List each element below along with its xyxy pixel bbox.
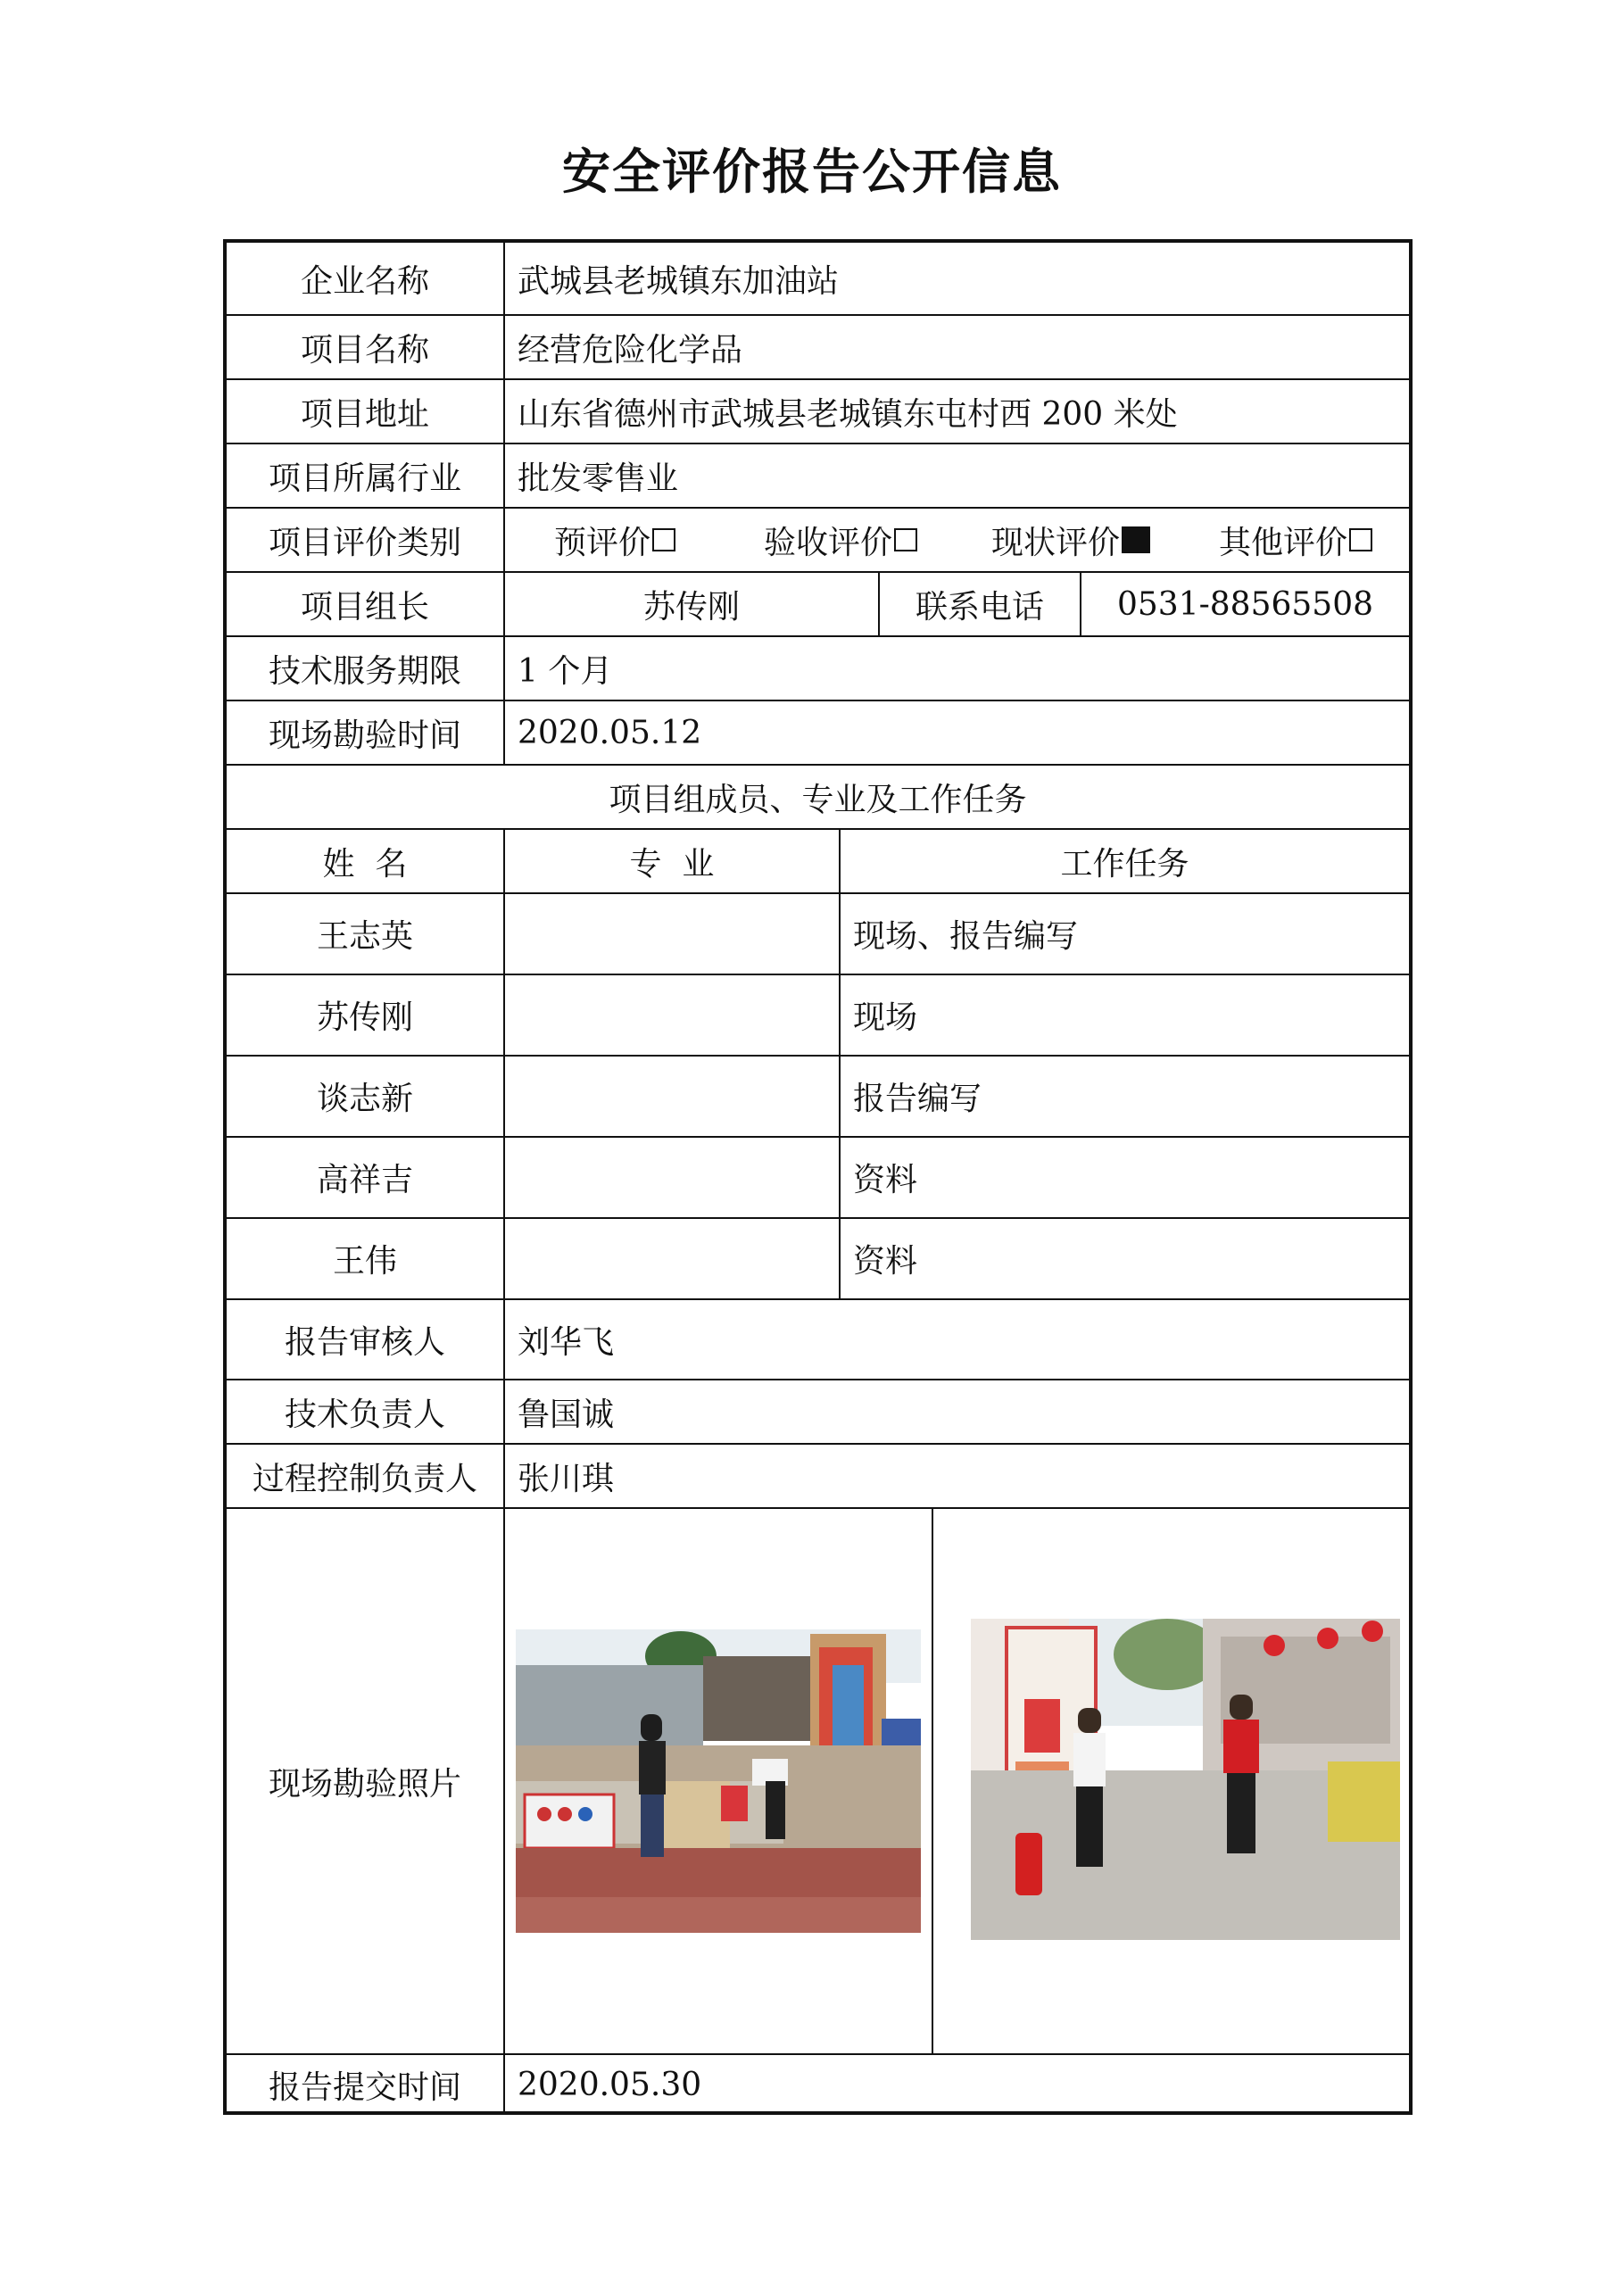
tech-lead-value: 鲁国诚 [503, 1380, 1409, 1443]
photo-cell-1 [503, 1509, 932, 2053]
reviewer-label: 报告审核人 [284, 1323, 445, 1361]
member-name: 高祥吉 [316, 1162, 413, 1198]
row-tech-lead [227, 1379, 1409, 1443]
member-name: 谈志新 [316, 1081, 413, 1117]
industry-label: 项目所属行业 [268, 460, 461, 497]
eval-option-acceptance[interactable] [764, 509, 917, 571]
row-survey-time [227, 700, 1409, 764]
member-name: 王志英 [316, 918, 413, 955]
row-members-header [227, 828, 1409, 892]
project-address-label: 项目地址 [300, 395, 429, 433]
phone-label: 联系电话 [878, 573, 1080, 635]
column-header-name: 姓 名 [322, 845, 408, 883]
member-major [503, 1138, 839, 1217]
survey-time-label: 现场勘验时间 [268, 717, 461, 754]
page-title: 安全评价报告公开信息 [562, 144, 1062, 200]
eval-option-label: 其他评价 [1219, 524, 1348, 561]
site-photo-2 [971, 1619, 1400, 1940]
eval-type-options [503, 509, 1409, 571]
row-eval-type [227, 507, 1409, 571]
reviewer-value: 刘华飞 [503, 1300, 1409, 1379]
eval-option-label: 验收评价 [764, 524, 893, 561]
survey-time-value: 2020.05.12 [503, 701, 1409, 764]
member-task: 资料 [839, 1138, 1409, 1217]
eval-option-label: 现状评价 [991, 524, 1121, 561]
table-row [227, 974, 1409, 1055]
submit-time-value: 2020.05.30 [503, 2055, 1409, 2115]
tech-lead-label: 技术负责人 [284, 1396, 445, 1433]
row-leader [227, 571, 1409, 635]
row-project-name [227, 314, 1409, 378]
row-service-period [227, 635, 1409, 700]
phone-value: 0531-88565508 [1080, 573, 1409, 635]
member-major [503, 1057, 839, 1136]
row-members-heading [227, 764, 1409, 828]
eval-option-label: 预评价 [554, 524, 651, 561]
member-task: 资料 [839, 1219, 1409, 1298]
column-header-major: 专 业 [503, 830, 839, 892]
member-task: 现场、报告编写 [839, 894, 1409, 974]
company-label: 企业名称 [300, 262, 429, 300]
process-lead-value: 张川琪 [503, 1445, 1409, 1507]
member-name: 苏传刚 [316, 999, 413, 1036]
members-heading: 项目组成员、专业及工作任务 [609, 781, 1027, 818]
member-task: 现场 [839, 975, 1409, 1055]
row-industry [227, 443, 1409, 507]
checkbox-checked-icon[interactable] [1122, 526, 1150, 553]
submit-time-label: 报告提交时间 [268, 2069, 461, 2106]
service-period-value: 1 个月 [503, 637, 1409, 700]
leader-label: 项目组长 [300, 588, 429, 626]
row-photos [227, 1507, 1409, 2053]
member-major [503, 894, 839, 974]
table-row [227, 892, 1409, 974]
member-major [503, 1219, 839, 1298]
project-name-value: 经营危险化学品 [503, 316, 1409, 378]
checkbox-unchecked-icon[interactable] [894, 528, 917, 551]
column-header-task: 工作任务 [839, 830, 1409, 892]
table-row [227, 1217, 1409, 1298]
eval-option-current[interactable] [991, 509, 1150, 571]
industry-value: 批发零售业 [503, 444, 1409, 507]
project-name-label: 项目名称 [300, 331, 429, 369]
eval-option-other[interactable] [1219, 509, 1372, 571]
member-task: 报告编写 [839, 1057, 1409, 1136]
project-address-value: 山东省德州市武城县老城镇东屯村西 200 米处 [503, 380, 1409, 443]
service-period-label: 技术服务期限 [268, 652, 461, 690]
row-process-lead [227, 1443, 1409, 1507]
site-photo-1 [516, 1629, 921, 1933]
table-row [227, 1136, 1409, 1217]
checkbox-unchecked-icon[interactable] [652, 528, 675, 551]
photo-cell-2 [932, 1509, 1409, 2053]
info-table [223, 239, 1413, 2115]
photos-label: 现场勘验照片 [268, 1765, 461, 1803]
row-company [227, 243, 1409, 314]
member-major [503, 975, 839, 1055]
row-submit-time [227, 2053, 1409, 2115]
row-reviewer [227, 1298, 1409, 1379]
checkbox-unchecked-icon[interactable] [1349, 528, 1372, 551]
table-row [227, 1055, 1409, 1136]
row-project-address [227, 378, 1409, 443]
member-name: 王伟 [332, 1243, 397, 1280]
leader-value: 苏传刚 [503, 573, 878, 635]
eval-type-label: 项目评价类别 [268, 524, 461, 561]
process-lead-label: 过程控制负责人 [252, 1460, 477, 1497]
company-value: 武城县老城镇东加油站 [503, 243, 1409, 314]
eval-option-pre[interactable] [554, 509, 675, 571]
